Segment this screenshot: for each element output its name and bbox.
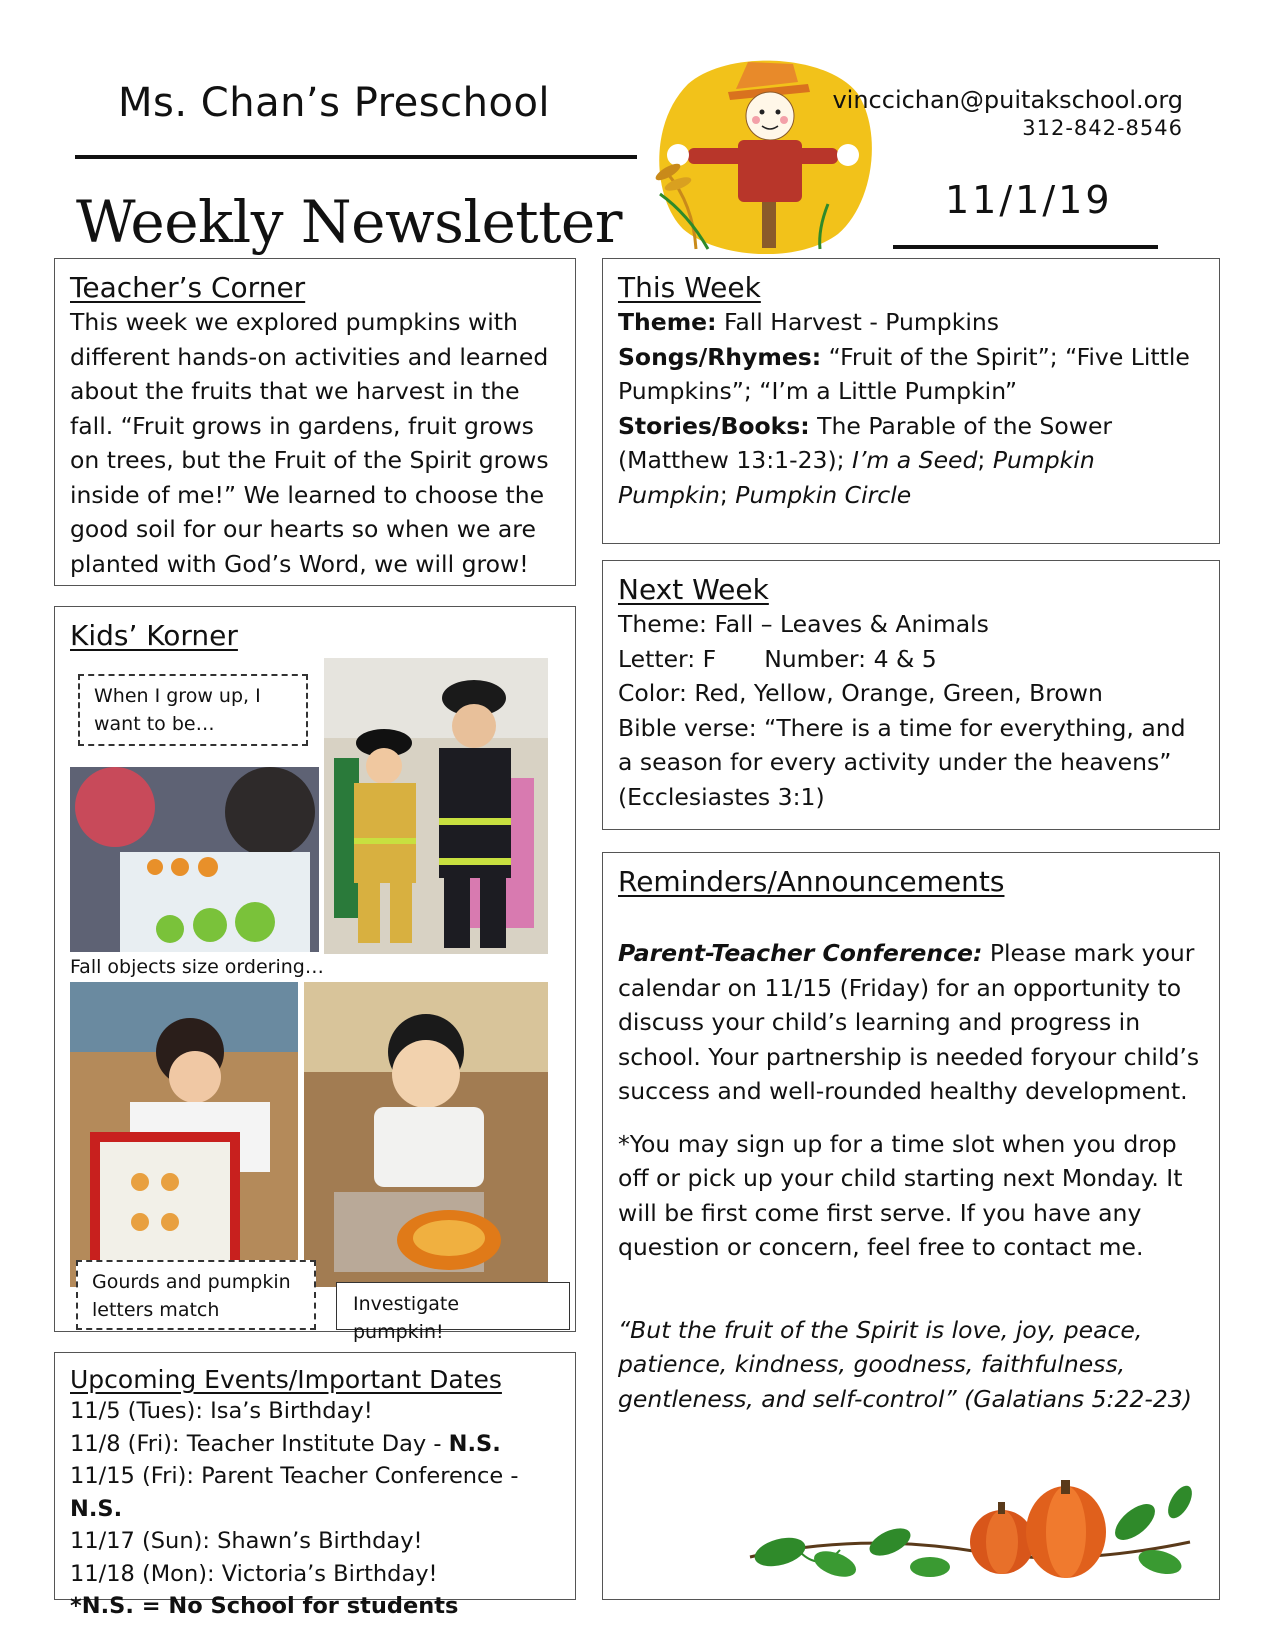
events-section (54, 1352, 576, 1619)
photo-size-ordering (70, 767, 319, 952)
newsletter-date: 11/1/19 (945, 178, 1113, 222)
reminders-signup: *You may sign up for a time slot when you drop off or pick up your child starting next Monday. It will be first come first serve. If you have any question or concern, feel free to contact me. (618, 1129, 1183, 1261)
this-week-heading: This Week (618, 271, 761, 304)
pumpkin-vine-illustration (740, 1472, 1200, 1590)
reminders-quote: “But the fruit of the Spirit is love, joy, peace, patience, kindness, goodness, faithfulness, gentleness, and self-control” (Galatians 5:22-23) (618, 1315, 1192, 1413)
caption-grow-up: When I grow up, I want to be… (78, 674, 308, 746)
newsletter-title: Weekly Newsletter (76, 188, 622, 256)
events-footnote: *N.S. = No School for students (70, 1593, 459, 1619)
next-week-verse: Bible verse: “There is a time for everything, and a season for every activity under the heavens” (Ecclesiastes 3:1) (618, 713, 1186, 811)
contact-email[interactable]: vinccichan@puitakschool.org (832, 86, 1183, 114)
photo-firefighters (324, 658, 548, 954)
next-week-heading: Next Week (618, 573, 769, 606)
next-week-color: Color: Red, Yellow, Orange, Green, Brown (618, 679, 1103, 707)
reminders-conference: Parent-Teacher Conference: Please mark your calendar on 11/15 (Friday) for an opportunity to discuss your child’s learning and progress in school. Your partnership is needed foryour child’s success and well-rounded healthy development. (618, 939, 1200, 1105)
teachers-corner-text: This week we explored pumpkins with different hands-on activities and learned about the fruits that we harvest in the fall. “Fruit grows in gardens, fruit grows on trees, but the Fruit of the Spirit grows inside of me!” We learned to choose the good soil for our hearts so when we are planted with God’s Word, we will grow! (70, 308, 549, 578)
events-list (70, 1395, 560, 1623)
this-week-stories: Stories/Books: The Parable of the Sower (Matthew 13:1-23); I’m a Seed; Pumpkin Pumpkin; Pumpkin Circle (618, 411, 1113, 509)
next-week-section (602, 560, 1220, 830)
this-week-section (602, 258, 1220, 544)
event-item: 11/17 (Sun): Shawn’s Birthday! (70, 1528, 423, 1554)
event-item: 11/18 (Mon): Victoria’s Birthday! (70, 1560, 438, 1587)
caption-size-ordering: Fall objects size ordering… (70, 956, 324, 978)
teachers-corner-heading: Teacher’s Corner (70, 271, 306, 304)
next-week-theme: Theme: Fall – Leaves & Animals (618, 610, 989, 638)
school-name: Ms. Chan’s Preschool (118, 80, 551, 126)
event-item: 11/5 (Tues): Isa’s Birthday! (70, 1398, 373, 1424)
photo-gourds-letters (70, 982, 298, 1287)
event-item: 11/8 (Fri): Teacher Institute Day - N.S. (70, 1430, 501, 1457)
event-item: 11/15 (Fri): Parent Teacher Conference - N.S. (70, 1463, 519, 1522)
photo-investigate-pumpkin (304, 982, 548, 1287)
header-rule (75, 155, 637, 159)
caption-gourds-letters: Gourds and pumpkin letters match (76, 1260, 316, 1330)
this-week-theme: Theme: Fall Harvest - Pumpkins (618, 308, 1000, 336)
scarecrow-illustration (648, 54, 880, 254)
date-rule (893, 245, 1158, 249)
events-heading: Upcoming Events/Important Dates (70, 1365, 502, 1394)
caption-investigate-pumpkin: Investigate pumpkin! (336, 1282, 570, 1330)
next-week-letter-number: Letter: F Number: 4 & 5 (618, 644, 937, 673)
this-week-songs: Songs/Rhymes: “Fruit of the Spirit”; “Five Little Pumpkins”; “I’m a Little Pumpkin” (618, 342, 1190, 405)
kids-korner-heading: Kids’ Korner (70, 619, 238, 652)
teachers-corner-section (54, 258, 576, 586)
reminders-heading: Reminders/Announcements (618, 865, 1005, 898)
contact-phone: 312-842-8546 (1022, 116, 1183, 140)
